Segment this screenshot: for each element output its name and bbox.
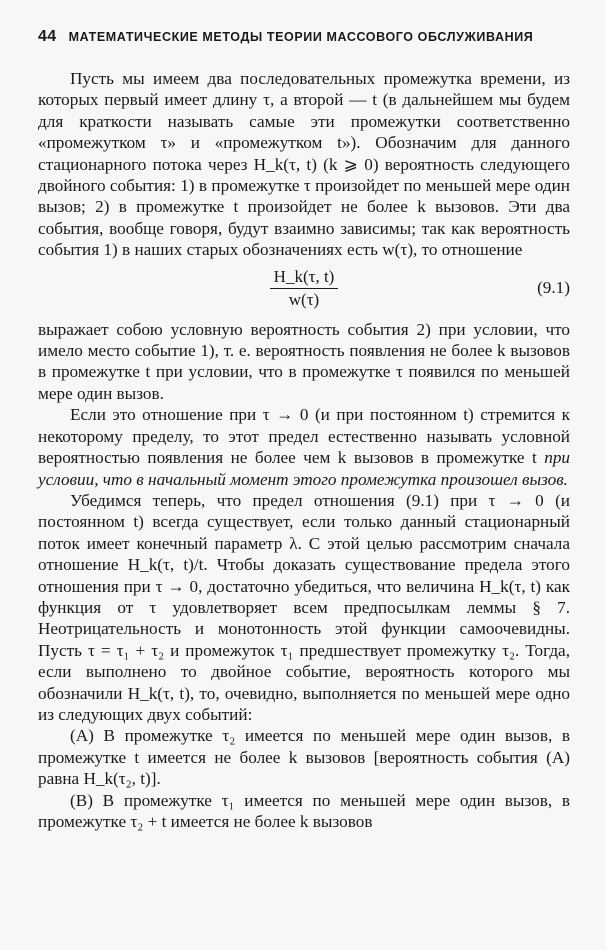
paragraph-3-italic: при условии, что в начальный момент этого промежутка произошел вызов. <box>38 448 570 489</box>
formula-9-1 <box>38 263 570 315</box>
fraction-denominator: w(τ) <box>288 290 320 310</box>
paragraph-5: (А) В промежутке τ₂ имеется по меньшей мере один вызов, в промежутке t имеется не более k вызовов [вероятность события (А) равна H_k(τ₂, t)]. <box>38 726 570 789</box>
paragraph-4: Убедимся теперь, что предел отношения (9.1) при τ → 0 (и постоянном t) всегда существует, если только данный стационарный поток имеет конечный параметр λ. С этой целью рассмотрим сначала отношение H_k(τ, t)/t. Чтобы доказать существование предела этого отношения при τ → 0, достаточно убедиться, что величина H_k(τ, t) как функция от τ удовлетворяет всем предпосылкам леммы § 7. Неотрицательность и монотонность этой функции самоочевидны. Пусть τ = τ₁ + τ₂ и промежуток τ₁ предшествует промежутку τ₂. Тогда, если выполнено то двойное событие, вероятность которого мы обозначили H_k(τ, t), то, очевидно, выполняется по меньшей мере одно из следующих двух событий: <box>38 490 570 724</box>
running-title: МАТЕМАТИЧЕСКИЕ МЕТОДЫ ТЕОРИИ МАССОВОГО ОБСЛУЖИВАНИЯ <box>68 30 534 44</box>
running-header <box>38 28 570 46</box>
equation-number: (9.1) <box>537 277 570 297</box>
body-text <box>38 68 570 832</box>
paragraph-3 <box>38 404 570 490</box>
fraction <box>270 267 339 310</box>
paragraph-3-text: Если это отношение при τ → 0 (и при постоянном t) стремится к некоторому пределу, то этот предел естественно называть условной вероятностью появления не более чем k вызовов в промежутке t <box>38 405 570 468</box>
page-number: 44 <box>38 28 57 45</box>
paragraph-2: выражает собою условную вероятность события 2) при условии, что имело место событие 1), т. е. вероятность появления не более k вызовов в промежутке t при условии, что в промежутке τ появился по меньшей мере один вызов. <box>38 319 570 403</box>
paragraph-1: Пусть мы имеем два последовательных промежутка времени, из которых первый имеет длину τ, а второй — t (в дальнейшем мы будем для краткости называть самые эти промежутки соответственно «промежутком τ» и «промежутком t»). Обозначим для данного стационарного потока через H_k(τ, t) (k ⩾ 0) вероятность следующего двойного события: 1) в промежутке τ произойдет по меньшей мере один вызов; 2) в промежутке t произойдет не более k вызовов. Эти два события, вообще говоря, будут взаимно зависимы; так как вероятность события 1) в наших старых обозначениях есть w(τ), то отношение <box>38 69 570 260</box>
fraction-numerator: H_k(τ, t) <box>270 267 339 289</box>
paragraph-6: (В) В промежутке τ₁ имеется по меньшей мере один вызов, в промежутке τ₂ + t имеется не более k вызовов <box>38 790 570 831</box>
